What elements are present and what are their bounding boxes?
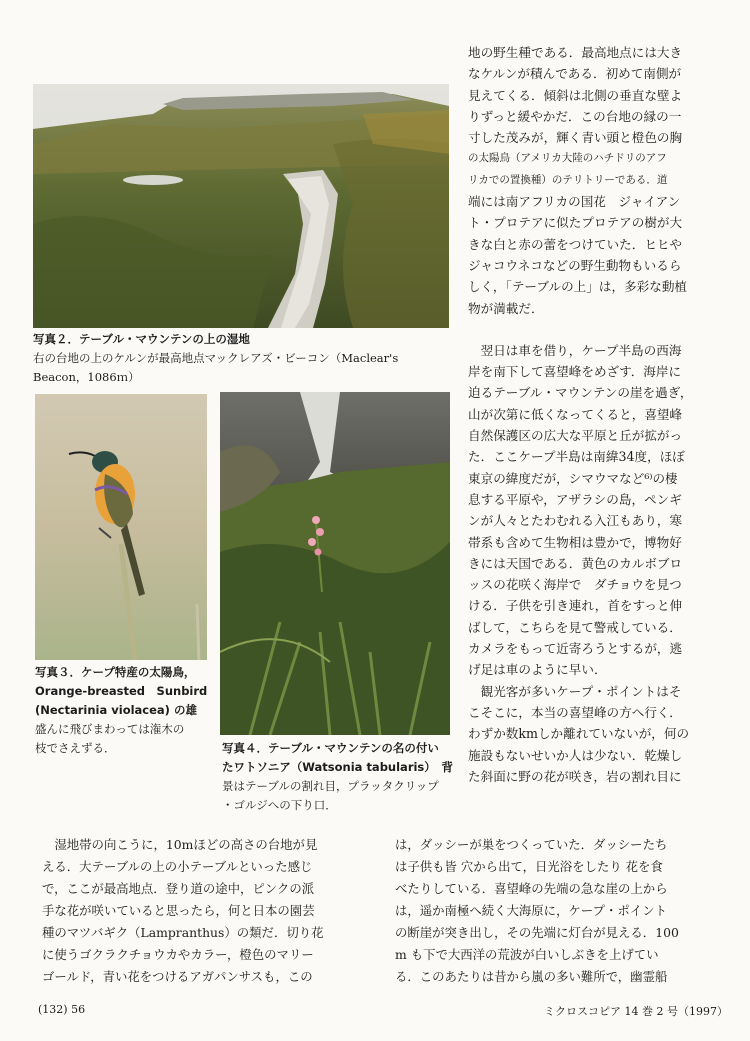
text-line: 翌日は車を借り，ケープ半島の西海 — [468, 342, 682, 358]
text-line: た斜面に野の花が咲き，岩の割れ目に — [468, 768, 682, 784]
text-line: は，遥か南極へ続く大海原に，ケープ・ポイント — [395, 903, 667, 918]
text-line: の断崖が突き出し，その先端に灯台が見える．100 — [395, 925, 679, 940]
text-line: きには天国である．黄色のカルボブロ — [468, 555, 683, 571]
text-line: ける．子供を引き連れ，首をすっと伸 — [468, 598, 683, 614]
photo-2-wetland — [33, 84, 449, 328]
footer-journal-issue: ミクロスコピア 14 巻 2 号（1997） — [544, 1005, 728, 1018]
text-line: 地の野生種である．最高地点には大き — [468, 45, 683, 60]
text-line: ッスの花咲く海岸で ダチョウを見つ — [468, 577, 682, 593]
text-line: カメラをもって近寄ろうとするが，逃 — [468, 641, 683, 657]
text-line: は子供も皆 穴から出て，日光浴をしたり 花を食 — [395, 859, 663, 874]
text-line: 寸した茂みが，輝く青い頭と橙色の胸 — [468, 130, 683, 146]
text-line: ト・プロテアに似たプロテアの樹が大 — [468, 215, 683, 231]
text-line: きな白と赤の蕾をつけていた．ヒヒや — [468, 236, 683, 252]
text-line: わずか数kmしか離れていないが，何の — [468, 726, 690, 742]
text-line: ゴールド，青い花をつけるアガパンサスも，この — [42, 969, 313, 984]
text-line: 施設もないせいか人は少ない．乾燥し — [468, 747, 683, 763]
text-line: 観光客が多いケープ・ポイントはそ — [468, 683, 682, 699]
text-line: べたりしている．喜望峰の先端の急な崖の上から — [395, 881, 668, 896]
photo-3-caption-line: Orange-breasted Sunbird — [35, 684, 208, 698]
photo-2-caption-line: 右の台地の上のケルンが最高地点マックレアズ・ビーコン（Maclear's — [33, 351, 399, 365]
photo-3-caption-line: 盛んに飛びまわっては潅木の — [35, 722, 185, 736]
text-line: ジャコウネコなどの野生動物もいるら — [468, 257, 682, 273]
body-text-right-column — [468, 42, 728, 787]
photo-4-caption-line: たワトソニア（Watsonia tabularis） 背 — [222, 760, 454, 774]
text-line: 東京の緯度だが，シマウマなど⁶⁾の棲 — [468, 470, 678, 486]
text-line: 手な花が咲いていると思ったら，何と日本の園芸 — [42, 903, 315, 918]
text-line: m も下で大西洋の荒波が白いしぶきを上げてい — [395, 947, 659, 962]
text-line: げ足は車のように早い． — [468, 662, 607, 678]
text-line: リカでの置換種）のテリトリーである．道 — [468, 173, 668, 186]
photo-4-caption-title: 写真４．テーブル・マウンテンの名の付い — [222, 741, 439, 755]
text-line: は，ダッシーが巣をつくっていた．ダッシーたち — [395, 837, 668, 852]
text-line: 息する平原や，アザラシの島，ペンギ — [468, 491, 682, 507]
photo-4-caption-line: ・ゴルジへの下り口． — [222, 798, 337, 812]
text-line: 物が満載だ． — [468, 300, 544, 316]
text-line: た．ここケープ半島は南緯34度，ほぼ — [468, 449, 685, 465]
body-text-bottom-right — [395, 834, 730, 988]
text-line: 自然保護区の広大な平原と丘が拡がっ — [468, 428, 683, 444]
text-line: 端には南アフリカの国花 ジャイアン — [468, 194, 681, 210]
photo-3-caption-line: 枝でさえずる． — [35, 741, 116, 755]
text-line: こそこに，本当の喜望峰の方へ行く． — [468, 704, 682, 720]
body-text-bottom-left — [42, 834, 372, 988]
text-line: の太陽鳥（アメリカ大陸のハチドリのアフ — [468, 152, 667, 165]
text-line: 山が次第に低くなってくると，喜望峰 — [468, 406, 683, 422]
text-line: なケルンが積んである．初めて南側が — [468, 66, 682, 82]
paragraph-gap — [468, 319, 728, 340]
text-line: 見えてくる．傾斜は北側の垂直な壁よ — [468, 87, 683, 103]
text-line: で，ここが最高地点．登り道の途中，ピンクの派 — [42, 881, 315, 896]
text-line: しく，「テーブルの上」は，多彩な動植 — [468, 279, 688, 295]
photo-2-caption-line: Beacon，1086ｍ） — [33, 370, 140, 384]
photo-3-caption-title: 写真３．ケープ特産の太陽鳥， — [35, 665, 196, 679]
photo-2-caption-title: 写真２．テーブル・マウンテンの上の湿地 — [33, 332, 250, 346]
text-line: に使うゴクラクチョウカやカラー，橙色のマリー — [42, 947, 314, 962]
text-line: りずっと緩やかだ．この台地の縁の一 — [468, 108, 682, 124]
photo-4-caption-line: 景はテーブルの割れ目，プラッタクリップ — [222, 779, 439, 793]
text-line: ンが人々とたわむれる入江もあり，寒 — [468, 513, 683, 529]
photo-2-caption — [33, 330, 453, 387]
footer-page-number: (132) 56 — [38, 1003, 86, 1016]
text-line: 迫るテーブル・マウンテンの崖を過ぎ， — [468, 385, 693, 401]
photo-3-sunbird — [35, 394, 207, 660]
text-line: 種のマツバギク（Lampranthus）の類だ．切り花 — [42, 925, 324, 940]
photo-4-caption — [222, 739, 457, 815]
photo-3-caption-line: (Nectarinia violacea) の雄 — [35, 703, 197, 717]
text-line: える．大テーブルの上の小テーブルといった感じ — [42, 859, 313, 874]
text-line: 岸を南下して喜望峰をめざす．海岸に — [468, 364, 682, 380]
text-line: る．このあたりは昔から嵐の多い難所で，幽霊船 — [395, 969, 668, 984]
text-line: ばして，こちらを見て警戒している． — [468, 619, 682, 635]
text-line: 帯系も含めて生物相は豊かで，博物好 — [468, 534, 682, 550]
photo-4-watsonia — [220, 392, 450, 735]
text-line: 湿地帯の向こうに，10mほどの高さの台地が見 — [42, 837, 318, 852]
photo-3-caption — [35, 663, 215, 758]
